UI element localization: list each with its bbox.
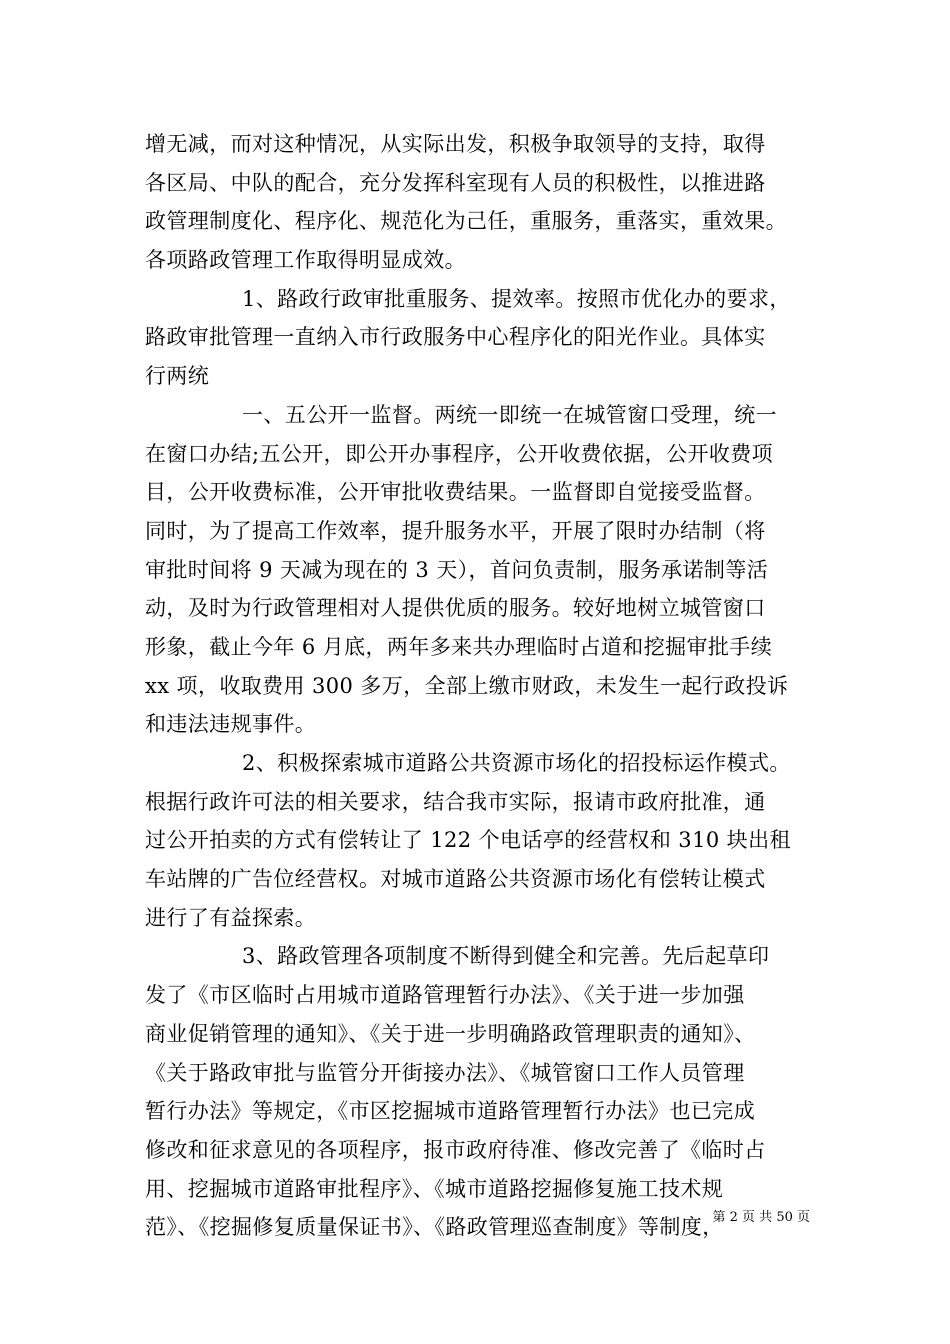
text-line: 路政审批管理一直纳入市行政服务中心程序化的阳光作业。具体实	[145, 325, 766, 350]
text-line: 和违法违规事件。	[145, 712, 317, 737]
text-line: 发了《市区临时占用城市道路管理暂行办法》、《关于进一步加强	[145, 983, 745, 1008]
text-line: 动，及时为行政管理相对人提供优质的服务。较好地树立城管窗口	[145, 596, 766, 621]
text-line: 车站牌的广告位经营权。对城市道路公共资源市场化有偿转让模式	[145, 867, 766, 892]
text-line: 行两统	[145, 364, 210, 389]
text-line: 暂行办法》等规定，《市区挖掘城市道路管理暂行办法》也已完成	[145, 1099, 756, 1124]
text-line: 过公开拍卖的方式有偿转让了 122 个电话亭的经营权和 310 块出租	[145, 828, 791, 853]
text-line: 商业促销管理的通知》、《关于进一步明确路政管理职责的通知》、	[145, 1021, 756, 1046]
text-line: 审批时间将 9 天减为现在的 3 天），首问负责制，服务承诺制等活	[145, 557, 769, 582]
text-line: 政管理制度化、程序化、规范化为己任，重服务，重落实，重效果。	[145, 209, 787, 234]
text-line: 增无减，而对这种情况，从实际出发，积极争取领导的支持，取得	[145, 132, 766, 156]
text-line: 用、挖掘城市道路审批程序》、《城市道路挖掘修复施工技术规	[145, 1176, 724, 1201]
body-text	[145, 125, 815, 1247]
text-line: 在窗口办结;五公开，即公开办事程序，公开收费依据，公开收费项	[145, 441, 774, 466]
text-line: 范》、《挖掘修复质量保证书》、《路政管理巡查制度》等制度，	[145, 1215, 724, 1240]
text-line: 进行了有益探索。	[145, 905, 317, 930]
paragraph-start-line: 一、五公开一监督。两统一即统一在城管窗口受理，统一	[242, 402, 777, 427]
text-line: 根据行政许可法的相关要求，结合我市实际，报请市政府批准，通	[145, 789, 766, 814]
text-line: 形象，截止今年 6 月底，两年多来共办理临时占道和挖掘审批手续	[145, 634, 773, 659]
text-line: 同时，为了提高工作效率，提升服务水平，开展了限时办结制（将	[145, 518, 766, 543]
page-footer	[0, 1206, 950, 1225]
paragraph-start-line: 2、积极探索城市道路公共资源市场化的招投标运作模式。	[242, 751, 791, 775]
text-line: 目，公开收费标准，公开审批收费结果。一监督即自觉接受监督。	[145, 480, 766, 505]
paragraph-start-line: 1、路政行政审批重服务、提效率。按照市优化办的要求，	[242, 286, 791, 311]
text-line: 各项路政管理工作取得明显成效。	[145, 248, 466, 273]
text-line: 各区局、中队的配合，充分发挥科室现有人员的积极性，以推进路	[145, 170, 766, 195]
text-line: xx 项，收取费用 300 多万，全部上缴市财政，未发生一起行政投诉	[145, 673, 789, 698]
text-line: 《关于路政审批与监管分开街接办法》、《城管窗口工作人员管理	[145, 1060, 745, 1085]
text-line: 修改和征求意见的各项程序，报市政府待准、修改完善了《临时占	[145, 1137, 766, 1162]
paragraph-start-line: 3、路政管理各项制度不断得到健全和完善。先后起草印	[242, 944, 770, 969]
page-number: 第 2 页 共 50 页	[712, 1210, 810, 1225]
